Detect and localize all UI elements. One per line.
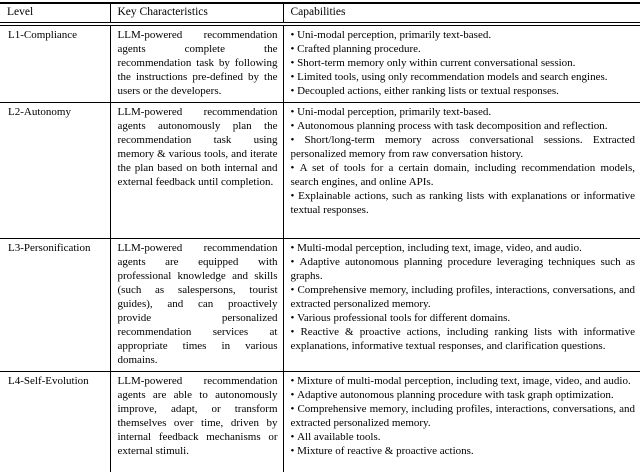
capabilities-cell (283, 372, 640, 472)
capability-item: • Short-term memory only within current conversational session. (291, 56, 636, 70)
capability-item: • Autonomous planning process with task decomposition and reflection. (291, 119, 636, 133)
table-row-l1-compliance (0, 24, 640, 103)
table-header (0, 3, 640, 24)
table-row-l2-autonomy (0, 103, 640, 239)
level-cell: L4-Self-Evolution (8, 375, 89, 387)
capability-item: • Adaptive autonomous planning procedure leveraging techniques such as graphs. (291, 255, 636, 283)
characteristics-cell: LLM-powered recommendation agents complete the recommendation task by following the instructions pre-defined by the users or the developers. (110, 24, 283, 103)
capability-item: • Various professional tools for different domains. (291, 311, 636, 325)
table-body (0, 24, 640, 472)
capability-item: • Adaptive autonomous planning procedure with task graph optimization. (291, 388, 636, 402)
level-cell: L3-Personification (8, 242, 91, 254)
capability-item: • Multi-modal perception, including text, image, video, and audio. (291, 241, 636, 255)
capability-item: • Mixture of reactive & proactive actions. (291, 444, 636, 458)
characteristics-cell: LLM-powered recommendation agents autonomously plan the recommendation task using memory & various tools, and iterate the plan based on both internal and external feedback until completion. (110, 103, 283, 239)
capability-item: • Short/long-term memory across conversational sessions. Extracted personalized memory from raw conversation history. (291, 133, 636, 161)
capability-item: • Uni-modal perception, primarily text-based. (291, 28, 636, 42)
capability-item: • Comprehensive memory, including profiles, interactions, conversations, and extracted personalized memory. (291, 283, 636, 311)
capability-item: • Mixture of multi-modal perception, including text, image, video, and audio. (291, 374, 636, 388)
column-header-level: Level (0, 3, 110, 24)
characteristics-cell: LLM-powered recommendation agents are equipped with professional knowledge and skills (such as salespersons, tourist guides), and can proactively provide personalized recommendation services at appropriate times in various domains. (110, 239, 283, 372)
capability-item: • Limited tools, using only recommendation models and search engines. (291, 70, 636, 84)
capabilities-cell (283, 103, 640, 239)
capability-item: • Reactive & proactive actions, including ranking lists with informative explanations, informative textual responses, and clarification questions. (291, 325, 636, 353)
table-row-l3-personification (0, 239, 640, 372)
capabilities-cell (283, 239, 640, 372)
capability-item: • Comprehensive memory, including profiles, interactions, conversations, and extracted personalized memory. (291, 402, 636, 430)
column-header-key-characteristics: Key Characteristics (110, 3, 283, 24)
table-row-l4-self-evolution (0, 372, 640, 472)
column-header-capabilities: Capabilities (283, 3, 640, 24)
agent-levels-table (0, 2, 640, 472)
capability-item: • Crafted planning procedure. (291, 42, 636, 56)
capabilities-cell (283, 24, 640, 103)
header-row (0, 3, 640, 24)
capability-item: • Uni-modal perception, primarily text-based. (291, 105, 636, 119)
capability-item: • Explainable actions, such as ranking lists with explanations or informative textual responses. (291, 189, 636, 217)
capability-item: • Decoupled actions, either ranking lists or textual responses. (291, 84, 636, 98)
characteristics-cell: LLM-powered recommendation agents are able to autonomously improve, adapt, or transform themselves over time, driven by internal feedback mechanisms or external stimuli. (110, 372, 283, 472)
capability-item: • All available tools. (291, 430, 636, 444)
level-cell: L1-Compliance (8, 29, 78, 41)
level-cell: L2-Autonomy (8, 106, 71, 118)
capability-item: • A set of tools for a certain domain, including recommendation models, search engines, and online APIs. (291, 161, 636, 189)
